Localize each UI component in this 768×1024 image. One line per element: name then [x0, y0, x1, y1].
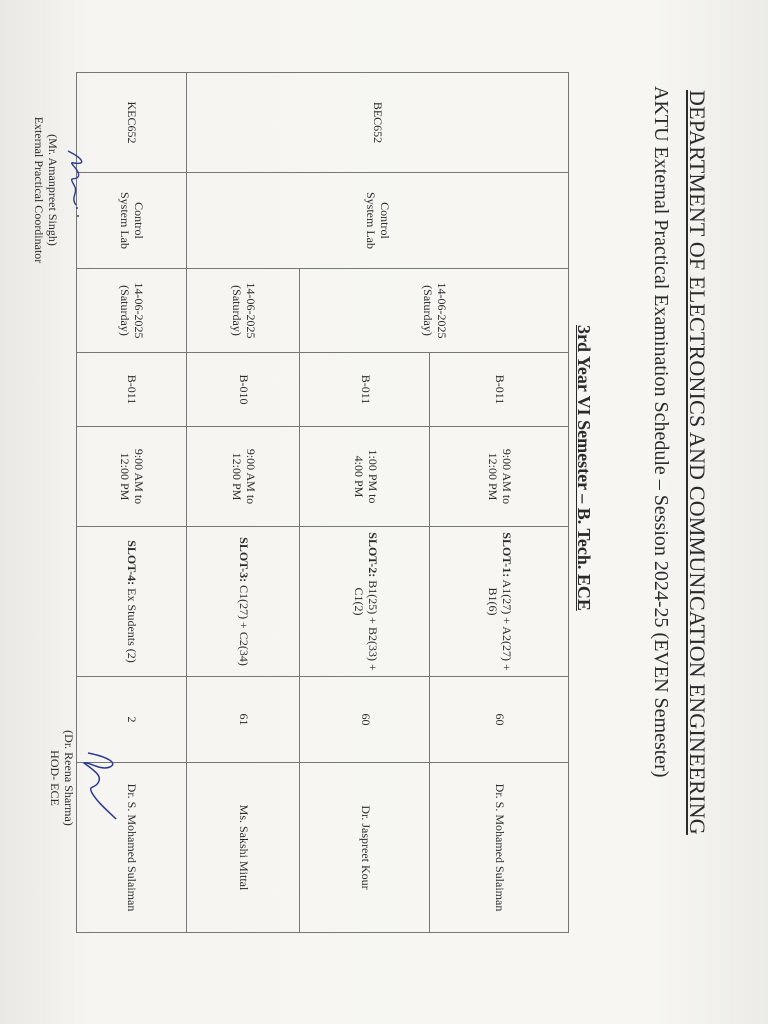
course-code-cell: BEC652 — [187, 73, 569, 173]
examiner-cell: Ms. Sakshi Mittal — [187, 763, 300, 933]
date-cell: 14-06-2025 (Saturday) — [187, 269, 300, 353]
hod-name: (Dr. Reena Sharma) — [62, 730, 76, 826]
date-cell: 14-06-2025 (Saturday) — [77, 269, 187, 353]
coordinator-name: (Mr. Amanpreet Singh) — [46, 134, 60, 246]
slot-cell: SLOT-3: C1(27) + C2(34) — [187, 527, 300, 677]
examiner-cell: Dr. Jaspreet Kour — [300, 763, 430, 933]
course-code-cell: KEC652 — [77, 73, 187, 173]
students-cell: 2 — [77, 677, 187, 763]
coordinator-signature-block — [31, 90, 88, 290]
hod-title: HOD- ECE — [47, 750, 62, 806]
department-title: DEPARTMENT OF ELECTRONICS AND COMMUNICATION ENGINEERING — [685, 90, 710, 835]
students-cell: 60 — [430, 677, 569, 763]
slot-cell: SLOT-4: Ex Students (2) — [77, 527, 187, 677]
schedule-table — [76, 72, 569, 933]
table-row — [430, 73, 569, 933]
room-cell: B-011 — [430, 353, 569, 427]
hod-signature — [78, 733, 128, 823]
students-cell: 61 — [187, 677, 300, 763]
coordinator-title: External Practical Coordinator — [31, 116, 46, 264]
room-cell: B-010 — [187, 353, 300, 427]
slot-cell: SLOT-1: A1(27) + A2(27) + B1(6) — [430, 527, 569, 677]
lab-name-cell: Control System Lab — [187, 173, 569, 269]
students-cell: 60 — [300, 677, 430, 763]
examiner-cell: Dr. S. Mohamed Sulaiman — [77, 763, 187, 933]
time-cell: 9:00 AM to 12:00 PM — [77, 427, 187, 527]
hod-signature-block — [47, 698, 128, 858]
lab-name-cell: Control System Lab — [77, 173, 187, 269]
room-cell: B-011 — [77, 353, 187, 427]
coordinator-signature — [62, 145, 88, 235]
time-cell: 9:00 AM to 12:00 PM — [187, 427, 300, 527]
examiner-cell: Dr. S. Mohamed Sulaiman — [430, 763, 569, 933]
slot-cell: SLOT-2: B1(25) + B2(33) + C1(2) — [300, 527, 430, 677]
schedule-title: AKTU External Practical Examination Schedule – Session 2024-25 (EVEN Semester) — [650, 86, 672, 778]
date-cell: 14-06-2025 (Saturday) — [300, 269, 569, 353]
time-cell: 9:00 AM to 12:00 PM — [430, 427, 569, 527]
semester-title: 3rd Year VI Semester – B. Tech. ECE — [574, 325, 594, 611]
room-cell: B-011 — [300, 353, 430, 427]
time-cell: 1:00 PM to 4:00 PM — [300, 427, 430, 527]
